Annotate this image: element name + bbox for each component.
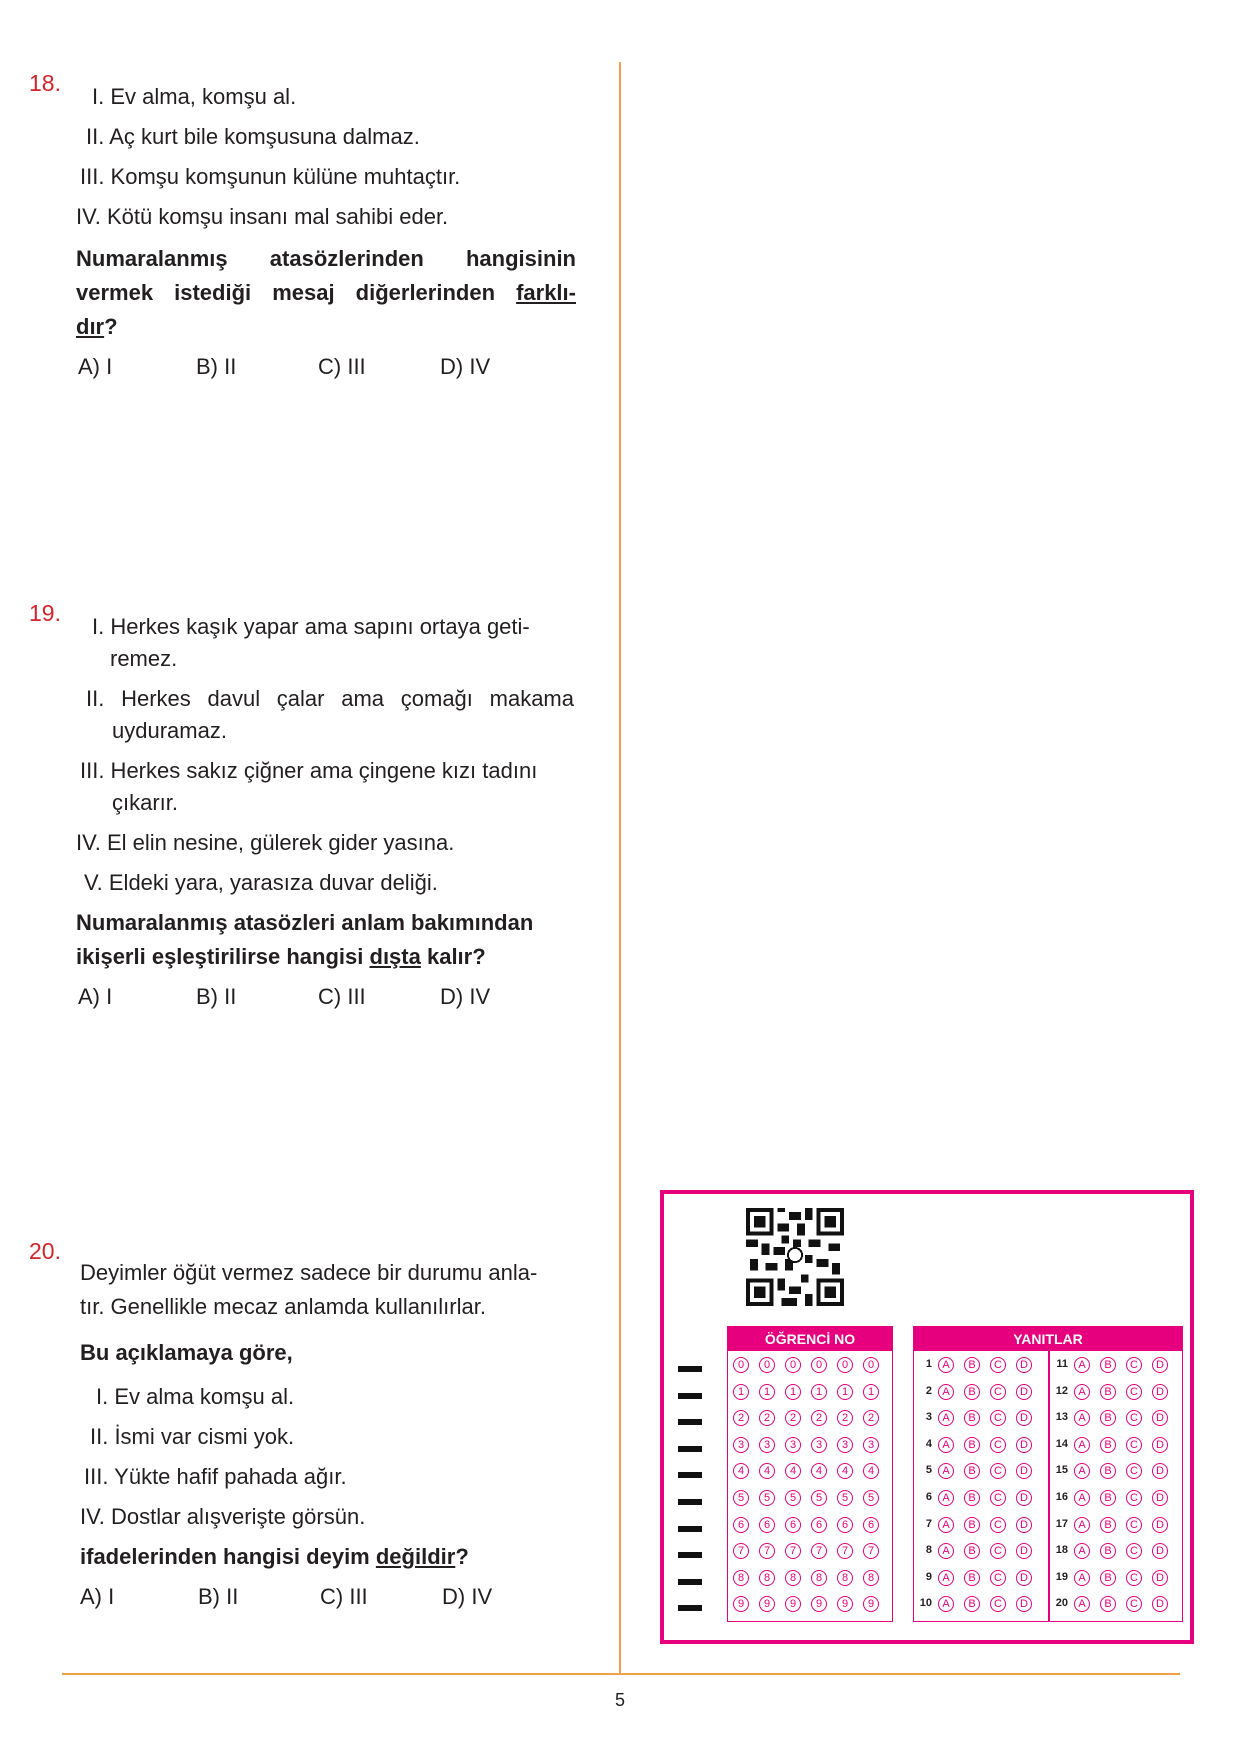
student-digit-bubble[interactable]: 4 xyxy=(759,1463,775,1479)
answer-choice-bubble[interactable]: A xyxy=(938,1437,954,1453)
q19-prompt-end: kalır? xyxy=(420,944,486,969)
option-b: B) II xyxy=(196,354,237,379)
option-d: D) IV xyxy=(440,354,491,379)
student-digit-bubble[interactable]: 4 xyxy=(733,1463,749,1479)
student-digit-bubble[interactable]: 6 xyxy=(811,1517,827,1533)
answer-choice-bubble[interactable]: A xyxy=(1074,1437,1090,1453)
student-digit-bubble[interactable]: 6 xyxy=(759,1517,775,1533)
q18-prompt-line-3 xyxy=(76,314,118,340)
q19-item-3: III. Herkes sakız çiğner ama çingene kızı tadını xyxy=(80,758,538,783)
student-digit-bubble[interactable]: 6 xyxy=(837,1517,853,1533)
answer-choice-bubble[interactable]: A xyxy=(1074,1463,1090,1479)
option-c: C) III xyxy=(318,354,366,379)
answer-row-number: 3 xyxy=(925,1411,932,1424)
option-b: B) II xyxy=(196,984,237,1009)
answer-choice-bubble[interactable]: C xyxy=(1126,1596,1142,1612)
student-digit-bubble[interactable]: 8 xyxy=(785,1570,801,1586)
answer-choice-bubble[interactable]: A xyxy=(1074,1570,1090,1586)
student-digit-bubble[interactable]: 2 xyxy=(785,1410,801,1426)
answer-row-number: 7 xyxy=(925,1517,932,1530)
student-digit-bubble[interactable]: 0 xyxy=(837,1357,853,1373)
column-divider xyxy=(619,62,621,1675)
q19-item-1-cont: remez. xyxy=(110,646,178,671)
answer-choice-bubble[interactable]: A xyxy=(938,1357,954,1373)
answer-choice-bubble[interactable]: B xyxy=(964,1596,980,1612)
answers-panel xyxy=(913,1326,1183,1622)
answer-choice-bubble[interactable]: D xyxy=(1016,1517,1032,1533)
answer-choice-bubble[interactable]: D xyxy=(1016,1570,1032,1586)
student-digit-bubble[interactable]: 7 xyxy=(785,1543,801,1559)
timing-mark xyxy=(678,1393,702,1399)
answer-choice-bubble[interactable]: B xyxy=(964,1437,980,1453)
student-digit-bubble[interactable]: 1 xyxy=(785,1384,801,1400)
answer-row-number: 11 xyxy=(1056,1358,1068,1370)
optical-answer-sheet xyxy=(660,1190,1194,1644)
answers-divider xyxy=(1048,1351,1050,1621)
student-digit-bubble[interactable]: 7 xyxy=(759,1543,775,1559)
student-digit-bubble[interactable]: 4 xyxy=(785,1463,801,1479)
student-digit-bubble[interactable]: 2 xyxy=(837,1410,853,1426)
student-digit-bubble[interactable]: 7 xyxy=(837,1543,853,1559)
q20-item-3: III. Yükte hafif pahada ağır. xyxy=(84,1464,347,1489)
answer-choice-bubble[interactable]: C xyxy=(1126,1410,1142,1426)
answer-row-number: 16 xyxy=(1055,1491,1068,1503)
q20-prompt-text: ifadelerinden hangisi deyim xyxy=(80,1544,376,1569)
answer-choice-bubble[interactable]: D xyxy=(1016,1410,1032,1426)
answer-choice-bubble[interactable]: D xyxy=(1016,1357,1032,1373)
answer-choice-bubble[interactable]: D xyxy=(1152,1596,1168,1612)
option-a: A) I xyxy=(78,984,113,1009)
student-digit-bubble[interactable]: 2 xyxy=(811,1410,827,1426)
student-digit-bubble[interactable]: 5 xyxy=(863,1490,879,1506)
answer-choice-bubble[interactable]: A xyxy=(1074,1384,1090,1400)
option-b: B) II xyxy=(198,1584,239,1609)
q19-prompt-underlined: dışta xyxy=(369,944,421,969)
student-digit-bubble[interactable]: 6 xyxy=(733,1517,749,1533)
q20-intro-line-1: Deyimler öğüt vermez sadece bir durumu anla- xyxy=(80,1260,538,1285)
q19-item-2: II. Herkes davul çalar ama çomağı makama xyxy=(86,686,574,711)
student-digit-bubble[interactable]: 1 xyxy=(837,1384,853,1400)
timing-mark xyxy=(678,1499,702,1505)
student-digit-bubble[interactable]: 1 xyxy=(733,1384,749,1400)
answer-choice-bubble[interactable]: B xyxy=(1100,1410,1116,1426)
answer-choice-bubble[interactable]: B xyxy=(1100,1463,1116,1479)
answer-choice-bubble[interactable]: D xyxy=(1152,1357,1168,1373)
answer-choice-bubble[interactable]: D xyxy=(1016,1490,1032,1506)
answer-choice-bubble[interactable]: D xyxy=(1016,1596,1032,1612)
answer-choice-bubble[interactable]: A xyxy=(938,1384,954,1400)
answer-choice-bubble[interactable]: D xyxy=(1152,1490,1168,1506)
answer-choice-bubble[interactable]: C xyxy=(990,1570,1006,1586)
student-digit-bubble[interactable]: 1 xyxy=(759,1384,775,1400)
student-digit-bubble[interactable]: 1 xyxy=(863,1384,879,1400)
student-digit-bubble[interactable]: 9 xyxy=(863,1596,879,1612)
student-digit-bubble[interactable]: 7 xyxy=(733,1543,749,1559)
student-digit-bubble[interactable]: 7 xyxy=(863,1543,879,1559)
answer-choice-bubble[interactable]: A xyxy=(938,1517,954,1533)
student-digit-bubble[interactable]: 3 xyxy=(759,1437,775,1453)
student-digit-bubble[interactable]: 2 xyxy=(733,1410,749,1426)
student-digit-bubble[interactable]: 3 xyxy=(785,1437,801,1453)
student-digit-bubble[interactable]: 4 xyxy=(811,1463,827,1479)
answer-choice-bubble[interactable]: C xyxy=(1126,1437,1142,1453)
answer-choice-bubble[interactable]: C xyxy=(1126,1384,1142,1400)
timing-mark xyxy=(678,1366,702,1372)
student-digit-bubble[interactable]: 0 xyxy=(785,1357,801,1373)
answer-choice-bubble[interactable]: C xyxy=(1126,1517,1142,1533)
answer-choice-bubble[interactable]: C xyxy=(1126,1357,1142,1373)
q18-prompt-end: ? xyxy=(104,314,118,339)
student-digit-bubble[interactable]: 8 xyxy=(733,1570,749,1586)
answer-choice-bubble[interactable]: D xyxy=(1152,1463,1168,1479)
student-digit-bubble[interactable]: 2 xyxy=(863,1410,879,1426)
answers-title: YANITLAR xyxy=(914,1327,1182,1351)
timing-mark xyxy=(678,1446,702,1452)
timing-mark xyxy=(678,1605,702,1611)
option-c: C) III xyxy=(320,1584,368,1609)
option-a: A) I xyxy=(78,354,113,379)
answer-choice-bubble[interactable]: C xyxy=(990,1517,1006,1533)
answer-choice-bubble[interactable]: C xyxy=(1126,1543,1142,1559)
answer-choice-bubble[interactable]: B xyxy=(964,1463,980,1479)
student-digit-bubble[interactable]: 4 xyxy=(837,1463,853,1479)
answer-choice-bubble[interactable]: B xyxy=(1100,1357,1116,1373)
answer-choice-bubble[interactable]: A xyxy=(1074,1517,1090,1533)
answer-row-number: 12 xyxy=(1055,1384,1068,1397)
answer-choice-bubble[interactable]: C xyxy=(990,1490,1006,1506)
answer-choice-bubble[interactable]: C xyxy=(990,1596,1006,1612)
q20-item-1: I. Ev alma komşu al. xyxy=(96,1384,295,1409)
answer-choice-bubble[interactable]: B xyxy=(964,1543,980,1559)
answer-choice-bubble[interactable]: B xyxy=(964,1410,980,1426)
student-digit-bubble[interactable]: 3 xyxy=(837,1437,853,1453)
q19-item-2-cont: uyduramaz. xyxy=(112,718,227,743)
answer-choice-bubble[interactable]: D xyxy=(1152,1410,1168,1426)
q18-item-3: III. Komşu komşunun külüne muhtaçtır. xyxy=(80,164,461,189)
answer-row-number: 8 xyxy=(925,1544,932,1557)
student-digit-bubble[interactable]: 5 xyxy=(759,1490,775,1506)
student-digit-bubble[interactable]: 2 xyxy=(759,1410,775,1426)
answer-choice-bubble[interactable]: C xyxy=(990,1410,1006,1426)
answer-choice-bubble[interactable]: B xyxy=(1100,1543,1116,1559)
answer-choice-bubble[interactable]: C xyxy=(990,1357,1006,1373)
q18-prompt-underlined: farklı- xyxy=(516,280,576,305)
q18-prompt-text: vermek istediği mesaj diğerlerinden xyxy=(76,280,517,305)
student-digit-bubble[interactable]: 9 xyxy=(837,1596,853,1612)
q18-item-4: IV. Kötü komşu insanı mal sahibi eder. xyxy=(76,204,449,229)
option-d: D) IV xyxy=(442,1584,493,1609)
answer-row-number: 10 xyxy=(919,1597,932,1610)
option-c: C) III xyxy=(318,984,366,1009)
answer-choice-bubble[interactable]: D xyxy=(1016,1437,1032,1453)
answer-row-number: 15 xyxy=(1055,1464,1068,1477)
student-digit-bubble[interactable]: 8 xyxy=(811,1570,827,1586)
answer-row-number: 1 xyxy=(925,1358,932,1370)
answer-choice-bubble[interactable]: A xyxy=(938,1596,954,1612)
student-digit-bubble[interactable]: 0 xyxy=(811,1357,827,1373)
q18-prompt-line-2 xyxy=(76,280,576,306)
q19-prompt-line-1: Numaralanmış atasözleri anlam bakımından xyxy=(76,910,534,935)
question-number: 20. xyxy=(29,1238,61,1264)
answer-row-number: 6 xyxy=(925,1491,932,1503)
answer-row-number: 13 xyxy=(1055,1411,1068,1424)
student-digit-bubble[interactable]: 3 xyxy=(863,1437,879,1453)
answer-choice-bubble[interactable]: D xyxy=(1152,1517,1168,1533)
answer-choice-bubble[interactable]: B xyxy=(1100,1490,1116,1506)
student-digit-bubble[interactable]: 6 xyxy=(785,1517,801,1533)
student-digit-bubble[interactable]: 4 xyxy=(863,1463,879,1479)
student-digit-bubble[interactable]: 9 xyxy=(811,1596,827,1612)
q20-intro-line-2: tır. Genellikle mecaz anlamda kullanılırlar. xyxy=(80,1294,486,1319)
answer-choice-bubble[interactable]: D xyxy=(1152,1570,1168,1586)
student-digit-bubble[interactable]: 3 xyxy=(733,1437,749,1453)
footer-rule xyxy=(62,1673,1180,1675)
answer-choice-bubble[interactable]: A xyxy=(1074,1410,1090,1426)
answer-choice-bubble[interactable]: C xyxy=(1126,1463,1142,1479)
answer-choice-bubble[interactable]: C xyxy=(990,1543,1006,1559)
answer-row-number: 19 xyxy=(1055,1570,1068,1583)
student-digit-bubble[interactable]: 6 xyxy=(863,1517,879,1533)
answer-choice-bubble[interactable]: B xyxy=(1100,1437,1116,1453)
q20-lead: Bu açıklamaya göre, xyxy=(80,1340,293,1365)
answer-choice-bubble[interactable]: B xyxy=(964,1517,980,1533)
student-digit-bubble[interactable]: 3 xyxy=(811,1437,827,1453)
timing-mark xyxy=(678,1419,702,1425)
q19-prompt-text: ikişerli eşleştirilirse hangisi xyxy=(76,944,370,969)
answer-choice-bubble[interactable]: D xyxy=(1016,1463,1032,1479)
answer-choice-bubble[interactable]: B xyxy=(1100,1570,1116,1586)
answer-row-number: 20 xyxy=(1055,1597,1068,1610)
student-digit-bubble[interactable]: 0 xyxy=(863,1357,879,1373)
answer-choice-bubble[interactable]: A xyxy=(938,1490,954,1506)
answer-row-number: 9 xyxy=(925,1570,932,1583)
student-digit-bubble[interactable]: 5 xyxy=(811,1490,827,1506)
answer-choice-bubble[interactable]: C xyxy=(990,1384,1006,1400)
question-number: 18. xyxy=(29,70,61,96)
timing-mark xyxy=(678,1472,702,1478)
answer-choice-bubble[interactable]: D xyxy=(1016,1384,1032,1400)
student-digit-bubble[interactable]: 9 xyxy=(759,1596,775,1612)
answer-choice-bubble[interactable]: D xyxy=(1152,1384,1168,1400)
student-digit-bubble[interactable]: 0 xyxy=(733,1357,749,1373)
student-number-panel xyxy=(727,1326,893,1622)
answer-choice-bubble[interactable]: B xyxy=(1100,1596,1116,1612)
timing-mark xyxy=(678,1526,702,1532)
answer-choice-bubble[interactable]: C xyxy=(990,1463,1006,1479)
q20-prompt-underlined: değildir xyxy=(375,1544,456,1569)
student-digit-bubble[interactable]: 9 xyxy=(785,1596,801,1612)
answer-choice-bubble[interactable]: B xyxy=(964,1384,980,1400)
answer-choice-bubble[interactable]: B xyxy=(1100,1384,1116,1400)
answer-choice-bubble[interactable]: A xyxy=(938,1543,954,1559)
q19-item-1: I. Herkes kaşık yapar ama sapını ortaya geti- xyxy=(92,614,530,639)
answer-choice-bubble[interactable]: A xyxy=(1074,1490,1090,1506)
q18-item-2: II. Aç kurt bile komşusuna dalmaz. xyxy=(86,124,420,149)
student-digit-bubble[interactable]: 0 xyxy=(759,1357,775,1373)
q20-item-2: II. İsmi var cismi yok. xyxy=(90,1424,295,1449)
student-digit-bubble[interactable]: 9 xyxy=(733,1596,749,1612)
answer-row-number: 18 xyxy=(1055,1544,1068,1557)
q19-item-3-cont: çıkarır. xyxy=(112,790,179,815)
option-a: A) I xyxy=(80,1584,115,1609)
student-digit-bubble[interactable]: 1 xyxy=(811,1384,827,1400)
timing-mark xyxy=(678,1552,702,1558)
answer-row-number: 17 xyxy=(1055,1517,1068,1530)
q18-item-1: I. Ev alma, komşu al. xyxy=(92,84,297,109)
student-digit-bubble[interactable]: 8 xyxy=(759,1570,775,1586)
option-d: D) IV xyxy=(440,984,491,1009)
answer-choice-bubble[interactable]: A xyxy=(938,1410,954,1426)
answer-row-number: 2 xyxy=(925,1384,932,1397)
q20-item-4: IV. Dostlar alışverişte görsün. xyxy=(80,1504,366,1529)
student-digit-bubble[interactable]: 8 xyxy=(863,1570,879,1586)
student-digit-bubble[interactable]: 8 xyxy=(837,1570,853,1586)
answer-choice-bubble[interactable]: C xyxy=(990,1437,1006,1453)
answer-choice-bubble[interactable]: B xyxy=(964,1357,980,1373)
timing-mark xyxy=(678,1579,702,1585)
q18-prompt-underlined-2: dır xyxy=(76,314,105,339)
answer-choice-bubble[interactable]: B xyxy=(1100,1517,1116,1533)
answer-row-number: 4 xyxy=(925,1437,932,1450)
question-number: 19. xyxy=(29,600,61,626)
q20-prompt-end: ? xyxy=(455,1544,469,1569)
q18-prompt-line-1: Numaralanmış atasözlerinden hangisinin xyxy=(76,246,576,271)
student-digit-bubble[interactable]: 5 xyxy=(785,1490,801,1506)
q19-item-5: V. Eldeki yara, yarasıza duvar deliği. xyxy=(84,870,438,895)
answer-choice-bubble[interactable]: A xyxy=(938,1570,954,1586)
answer-choice-bubble[interactable]: D xyxy=(1016,1543,1032,1559)
student-digit-bubble[interactable]: 5 xyxy=(733,1490,749,1506)
answer-row-number: 5 xyxy=(925,1464,932,1477)
qr-code-icon xyxy=(746,1208,844,1306)
q20-prompt xyxy=(80,1544,469,1570)
answer-choice-bubble[interactable]: B xyxy=(964,1490,980,1506)
page-number: 5 xyxy=(614,1690,625,1710)
answer-choice-bubble[interactable]: B xyxy=(964,1570,980,1586)
student-digit-bubble[interactable]: 5 xyxy=(837,1490,853,1506)
q19-prompt-line-2 xyxy=(76,944,486,970)
answer-row-number: 14 xyxy=(1055,1437,1068,1450)
answer-choice-bubble[interactable]: A xyxy=(1074,1543,1090,1559)
answer-choice-bubble[interactable]: D xyxy=(1152,1543,1168,1559)
student-number-title: ÖĞRENCİ NO xyxy=(728,1327,892,1351)
answer-choice-bubble[interactable]: C xyxy=(1126,1570,1142,1586)
answer-choice-bubble[interactable]: A xyxy=(1074,1596,1090,1612)
answer-choice-bubble[interactable]: A xyxy=(938,1463,954,1479)
student-digit-bubble[interactable]: 7 xyxy=(811,1543,827,1559)
answer-choice-bubble[interactable]: C xyxy=(1126,1490,1142,1506)
answer-choice-bubble[interactable]: A xyxy=(1074,1357,1090,1373)
q19-item-4: IV. El elin nesine, gülerek gider yasına. xyxy=(76,830,455,855)
answer-choice-bubble[interactable]: D xyxy=(1152,1437,1168,1453)
